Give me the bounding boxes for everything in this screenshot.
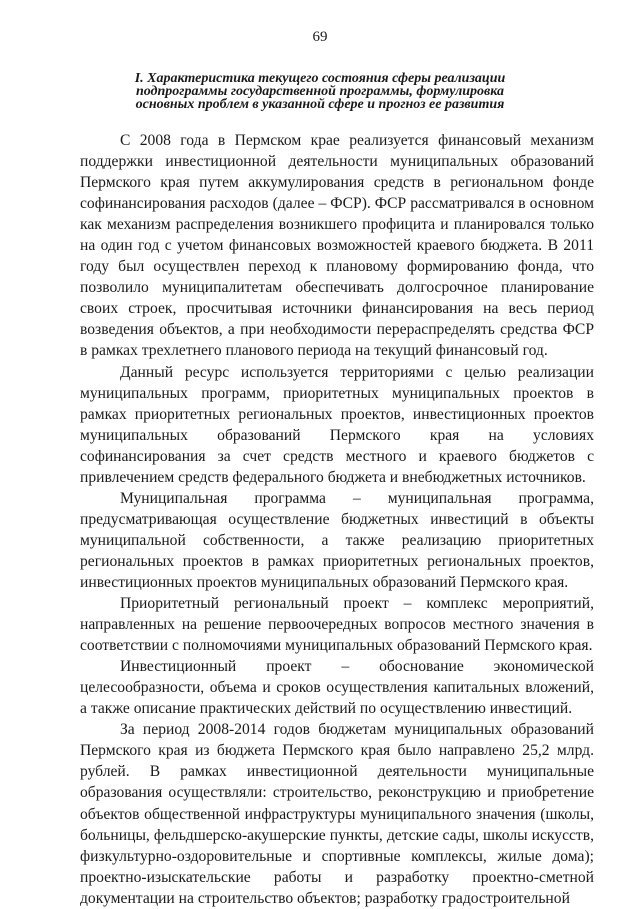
paragraph-resource-usage: Данный ресурс используется территориями с целью реализации муниципальных программ, приоритетных муниципальных проектов в рамках приоритетных региональных проектов, инвестиционных проектов муниципальных образований Пермского края на условиях софинансирования за счет средств местного и краевого бюджетов с привлечением средств федерального бюджета и внебюджетных источников. bbox=[80, 363, 594, 486]
page-number: 69 bbox=[312, 29, 328, 45]
section-heading-line-1: I. Характеристика текущего состояния сферы реализации bbox=[134, 71, 506, 86]
paragraph-municipal-program-definition: Муниципальная программа – муниципальная программа, предусматривающая осуществление бюджетных инвестиций в объекты муниципальной собственности, а также реализацию приоритетных региональных проектов в рамках приоритетных региональных проектов, инвестиционных проектов муниципальных образований Пермского края. bbox=[80, 489, 594, 591]
paragraph-fsr-mechanism: С 2008 года в Пермском крае реализуется финансовый механизм поддержки инвестиционной деятельности муниципальных образований Пермского края путем аккумулирования средств в региональном фонде софинансирования расходов (далее – ФСР). ФСР рассматривался в основном как механизм распределения возникшего профицита и планировался только на один год с учетом финансовых возможностей краевого бюджета. В 2011 году был осуществлен переход к плановому формированию фонда, что позволило муниципалитетам обеспечивать долгосрочное планирование своих строек, просчитывая источники финансирования на весь период возведения объектов, а при необходимости перераспределять средства ФСР в рамках трехлетнего планового периода на текущий финансовый год. bbox=[80, 132, 594, 360]
section-heading-line-2: подпрограммы государственной программы, формулировка bbox=[135, 84, 505, 99]
section-heading bbox=[110, 72, 530, 111]
body-text bbox=[80, 130, 594, 909]
paragraph-priority-project-definition: Приоритетный региональный проект – комплекс мероприятий, направленных на решение первоочередных вопросов местного значения в соответствии с полномочиями муниципальных образований Пермского края. bbox=[80, 595, 594, 655]
paragraph-funding-2008-2014: За период 2008-2014 годов бюджетам муниципальных образований Пермского края из бюджета Пермского края было направлено 25,2 млрд. рублей. В рамках инвестиционной деятельности муниципальные образования осуществляли: строительство, реконструкцию и приобретение объектов общественной инфраструктуры муниципального значения (школы, больницы, фельдшерско-акушерские пункты, детские сады, школы искусств, физкультурно-оздоровительные и спортивные комплексы, жилые дома); проектно-изыскательские работы и разработку проектно-сметной документации на строительство объектов; разработку градостроительной bbox=[80, 721, 594, 907]
paragraph-investment-project-definition: Инвестиционный проект – обоснование экономической целесообразности, объема и сроков осуществления капитальных вложений, а также описание практических действий по осуществлению инвестиций. bbox=[80, 658, 594, 718]
section-heading-line-3: основных проблем в указанной сфере и прогноз ее развития bbox=[135, 97, 505, 112]
